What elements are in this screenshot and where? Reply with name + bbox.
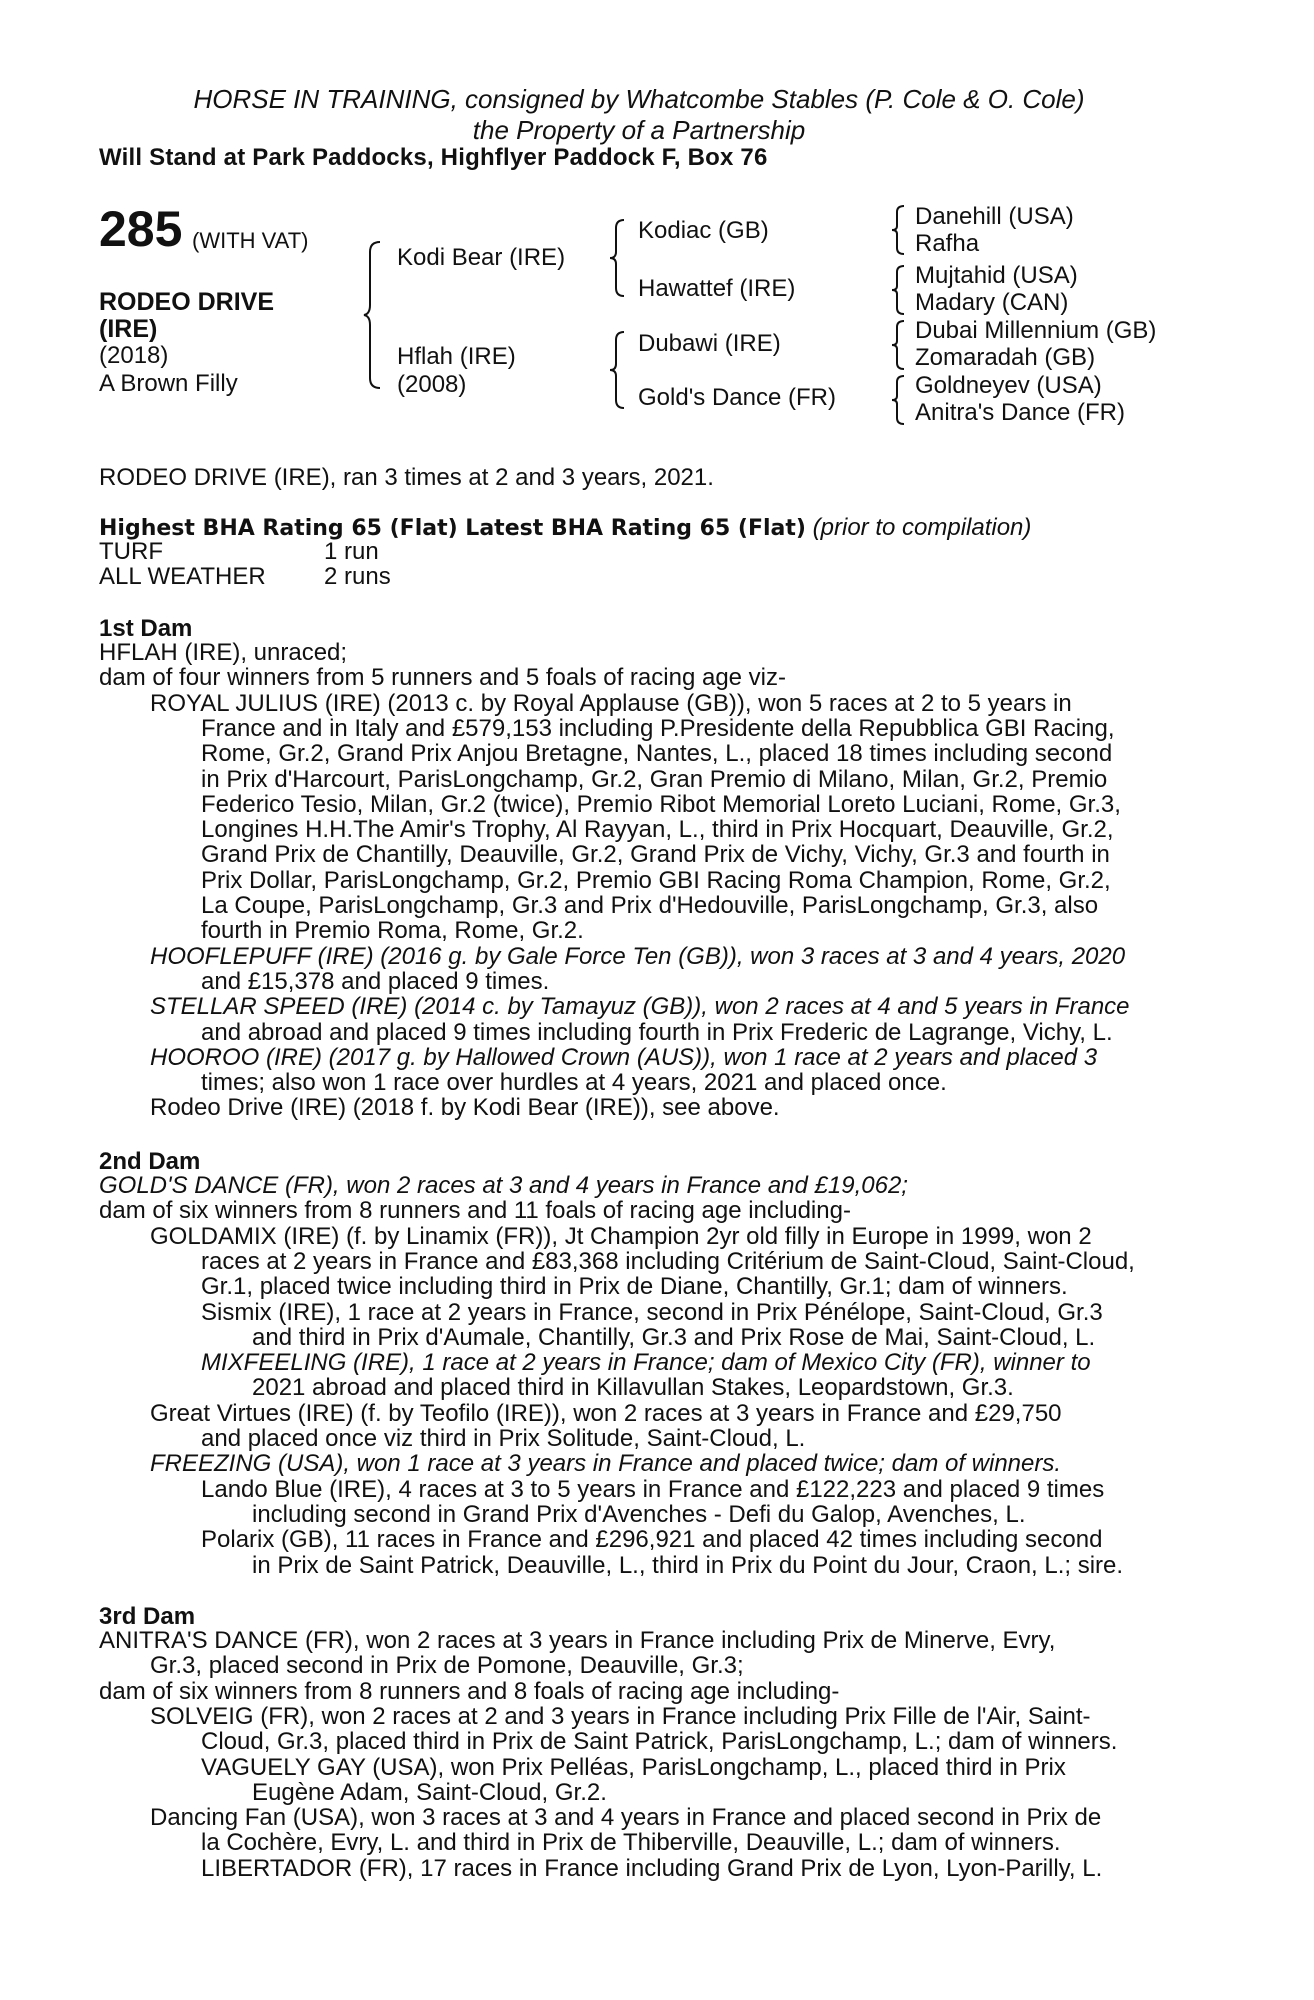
pedigree-gen3-2: Hawattef (IRE) bbox=[638, 275, 796, 302]
vat-note: (WITH VAT) bbox=[192, 228, 309, 253]
second-dam-line: including second in Grand Prix d'Avenches - Defi du Galop, Avenches, L. bbox=[252, 1500, 1026, 1528]
second-dam-line: and placed once viz third in Prix Solitude, Saint-Cloud, L. bbox=[201, 1425, 806, 1452]
pedigree-bracket-g3-4 bbox=[890, 374, 906, 426]
property-line: the Property of a Partnership bbox=[472, 115, 806, 145]
first-dam-line: HOOROO (IRE) (2017 g. by Hallowed Crown (AUS)), won 1 race at 2 years and placed 3 bbox=[150, 1043, 1098, 1071]
pedigree-gen4-5: Dubai Millennium (GB) bbox=[915, 317, 1157, 344]
pedigree-bracket-g3-1 bbox=[890, 204, 906, 256]
pedigree-gen3-3: Dubawi (IRE) bbox=[638, 330, 781, 357]
pedigree-sire: Kodi Bear (IRE) bbox=[397, 244, 566, 271]
pedigree-bracket-sire bbox=[608, 218, 626, 298]
first-dam-line: France and in Italy and £579,153 including P.Presidente della Repubblica GBI Racing, bbox=[201, 714, 1115, 742]
first-dam-line: ROYAL JULIUS (IRE) (2013 c. by Royal Applause (GB)), won 5 races at 2 to 5 years in bbox=[150, 689, 1072, 717]
third-dam-line: dam of six winners from 8 runners and 8 foals of racing age including- bbox=[99, 1677, 840, 1705]
first-dam-line: La Coupe, ParisLongchamp, Gr.3 and Prix d'Hedouville, ParisLongchamp, Gr.3, also bbox=[201, 892, 1099, 919]
second-dam-line: dam of six winners from 8 runners and 11 foals of racing age including- bbox=[99, 1197, 851, 1225]
first-dam-line: and £15,378 and placed 9 times. bbox=[201, 967, 550, 995]
horse-year: (2018) bbox=[99, 342, 169, 369]
lot-number: 285 bbox=[99, 201, 183, 257]
first-dam-line: HOOFLEPUFF (IRE) (2016 g. by Gale Force Ten (GB)), won 3 races at 3 and 4 years, 2020 bbox=[150, 942, 1126, 970]
pedigree-bracket-g3-3 bbox=[890, 319, 906, 371]
third-dam-heading: 3rd Dam bbox=[99, 1603, 196, 1630]
pedigree-gen4-1: Danehill (USA) bbox=[915, 203, 1074, 230]
first-dam-line: fourth in Premio Roma, Rome, Gr.2. bbox=[201, 917, 584, 945]
horse-name-suffix: (IRE) bbox=[99, 315, 158, 343]
first-dam-line: Rome, Gr.2, Grand Prix Anjou Bretagne, Nantes, L., placed 18 times including second bbox=[201, 740, 1113, 768]
pedigree-gen4-2: Rafha bbox=[915, 230, 980, 257]
second-dam-line: GOLD'S DANCE (FR), won 2 races at 3 and 4 years in France and £19,062; bbox=[99, 1172, 908, 1199]
bha-rating-note: (prior to compilation) bbox=[812, 514, 1032, 541]
first-dam-line: Rodeo Drive (IRE) (2018 f. by Kodi Bear (IRE)), see above. bbox=[150, 1094, 780, 1122]
third-dam-line: Eugène Adam, Saint-Cloud, Gr.2. bbox=[252, 1778, 607, 1806]
first-dam-line: Federico Tesio, Milan, Gr.2 (twice), Premio Ribot Memorial Loreto Luciani, Rome, Gr.3, bbox=[201, 790, 1121, 818]
second-dam-line: MIXFEELING (IRE), 1 race at 2 years in France; dam of Mexico City (FR), winner to bbox=[201, 1349, 1091, 1377]
pedigree-gen3-1: Kodiac (GB) bbox=[638, 217, 769, 244]
first-dam-line: STELLAR SPEED (IRE) (2014 c. by Tamayuz (GB)), won 2 races at 4 and 5 years in France bbox=[150, 993, 1130, 1021]
first-dam-heading: 1st Dam bbox=[99, 615, 193, 642]
bha-rating bbox=[99, 515, 1031, 541]
third-dam-line: LIBERTADOR (FR), 17 races in France including Grand Prix de Lyon, Lyon-Parilly, L. bbox=[201, 1854, 1103, 1882]
second-dam-line: GOLDAMIX (IRE) (f. by Linamix (FR)), Jt Champion 2yr old filly in Europe in 1999, won 2 bbox=[150, 1222, 1092, 1250]
second-dam-line: FREEZING (USA), won 1 race at 3 years in France and placed twice; dam of winners. bbox=[150, 1450, 1062, 1478]
race-summary: RODEO DRIVE (IRE), ran 3 times at 2 and 3 years, 2021. bbox=[99, 464, 714, 491]
first-dam-line: Prix Dollar, ParisLongchamp, Gr.2, Premio GBI Racing Roma Champion, Rome, Gr.2, bbox=[201, 866, 1111, 894]
turf-value: 1 run bbox=[324, 538, 379, 565]
third-dam-line: ANITRA'S DANCE (FR), won 2 races at 3 years in France including Prix de Minerve, Evry, bbox=[99, 1627, 1056, 1654]
third-dam-line: Gr.3, placed second in Prix de Pomone, Deauville, Gr.3; bbox=[150, 1652, 744, 1680]
first-dam-line: dam of four winners from 5 runners and 5 foals of racing age viz- bbox=[99, 664, 786, 692]
third-dam-line: SOLVEIG (FR), won 2 races at 2 and 3 years in France including Prix Fille de l'Air, Saint- bbox=[150, 1702, 1091, 1730]
first-dam-line: in Prix d'Harcourt, ParisLongchamp, Gr.2, Gran Premio di Milano, Milan, Gr.2, Premio bbox=[201, 765, 1108, 793]
second-dam-line: 2021 abroad and placed third in Killavullan Stakes, Leopardstown, Gr.3. bbox=[252, 1374, 1014, 1402]
pedigree-gen3-4: Gold's Dance (FR) bbox=[638, 384, 836, 411]
pedigree-bracket-dam bbox=[608, 330, 626, 410]
second-dam-line: races at 2 years in France and £83,368 including Critérium de Saint-Cloud, Saint-Cloud, bbox=[201, 1247, 1135, 1275]
stand-location: Will Stand at Park Paddocks, Highflyer Paddock F, Box 76 bbox=[99, 144, 768, 171]
second-dam-line: Sismix (IRE), 1 race at 2 years in France, second in Prix Pénélope, Saint-Cloud, Gr.3 bbox=[201, 1298, 1103, 1326]
pedigree-bracket-g3-2 bbox=[890, 264, 906, 316]
second-dam-heading: 2nd Dam bbox=[99, 1148, 201, 1175]
all-weather-value: 2 runs bbox=[324, 563, 391, 590]
pedigree-gen4-8: Anitra's Dance (FR) bbox=[915, 399, 1125, 426]
pedigree-gen4-6: Zomaradah (GB) bbox=[915, 344, 1096, 371]
third-dam-line: la Cochère, Evry, L. and third in Prix de Thiberville, Deauville, L.; dam of winners. bbox=[201, 1829, 1061, 1857]
second-dam-line: in Prix de Saint Patrick, Deauville, L., third in Prix du Point du Jour, Craon, L.; sire. bbox=[252, 1551, 1124, 1579]
first-dam-line: HFLAH (IRE), unraced; bbox=[99, 639, 348, 666]
bha-rating-text: Highest BHA Rating 65 (Flat) Latest BHA Rating 65 (Flat) bbox=[99, 516, 806, 541]
horse-description: A Brown Filly bbox=[99, 370, 238, 397]
third-dam-line: Cloud, Gr.3, placed third in Prix de Saint Patrick, ParisLongchamp, L.; dam of winners. bbox=[201, 1728, 1118, 1756]
second-dam-line: and third in Prix d'Aumale, Chantilly, Gr.3 and Prix Rose de Mai, Saint-Cloud, L. bbox=[252, 1323, 1096, 1351]
second-dam-line: Polarix (GB), 11 races in France and £296,921 and placed 42 times including second bbox=[201, 1526, 1103, 1554]
second-dam-line: Lando Blue (IRE), 4 races at 3 to 5 years in France and £122,223 and placed 9 times bbox=[201, 1475, 1105, 1503]
third-dam-line: VAGUELY GAY (USA), won Prix Pelléas, ParisLongchamp, L., placed third in Prix bbox=[201, 1753, 1066, 1781]
turf-label: TURF bbox=[99, 538, 163, 565]
pedigree-bracket-gen1 bbox=[362, 240, 382, 390]
third-dam-line: Dancing Fan (USA), won 3 races at 3 and 4 years in France and placed second in Prix de bbox=[150, 1804, 1102, 1832]
pedigree-gen4-3: Mujtahid (USA) bbox=[915, 262, 1078, 289]
first-dam-line: Grand Prix de Chantilly, Deauville, Gr.2, Grand Prix de Vichy, Vichy, Gr.3 and fourth in bbox=[201, 841, 1110, 869]
first-dam-line: and abroad and placed 9 times including fourth in Prix Frederic de Lagrange, Vichy, L. bbox=[201, 1018, 1113, 1046]
consignor-line: HORSE IN TRAINING, consigned by Whatcombe Stables (P. Cole & O. Cole) bbox=[193, 84, 1085, 114]
pedigree-gen4-4: Madary (CAN) bbox=[915, 289, 1069, 316]
pedigree-dam-year: (2008) bbox=[397, 371, 467, 398]
pedigree-gen4-7: Goldneyev (USA) bbox=[915, 372, 1102, 399]
pedigree-dam: Hflah (IRE) bbox=[397, 343, 516, 370]
second-dam-line: Great Virtues (IRE) (f. by Teofilo (IRE)), won 2 races at 3 years in France and £29,750 bbox=[150, 1399, 1062, 1427]
horse-name: RODEO DRIVE bbox=[99, 288, 275, 316]
second-dam-line: Gr.1, placed twice including third in Prix de Diane, Chantilly, Gr.1; dam of winners. bbox=[201, 1273, 1068, 1301]
all-weather-label: ALL WEATHER bbox=[99, 563, 266, 590]
first-dam-line: Longines H.H.The Amir's Trophy, Al Rayyan, L., third in Prix Hocquart, Deauville, Gr.2, bbox=[201, 816, 1114, 844]
first-dam-line: times; also won 1 race over hurdles at 4 years, 2021 and placed once. bbox=[201, 1069, 947, 1097]
